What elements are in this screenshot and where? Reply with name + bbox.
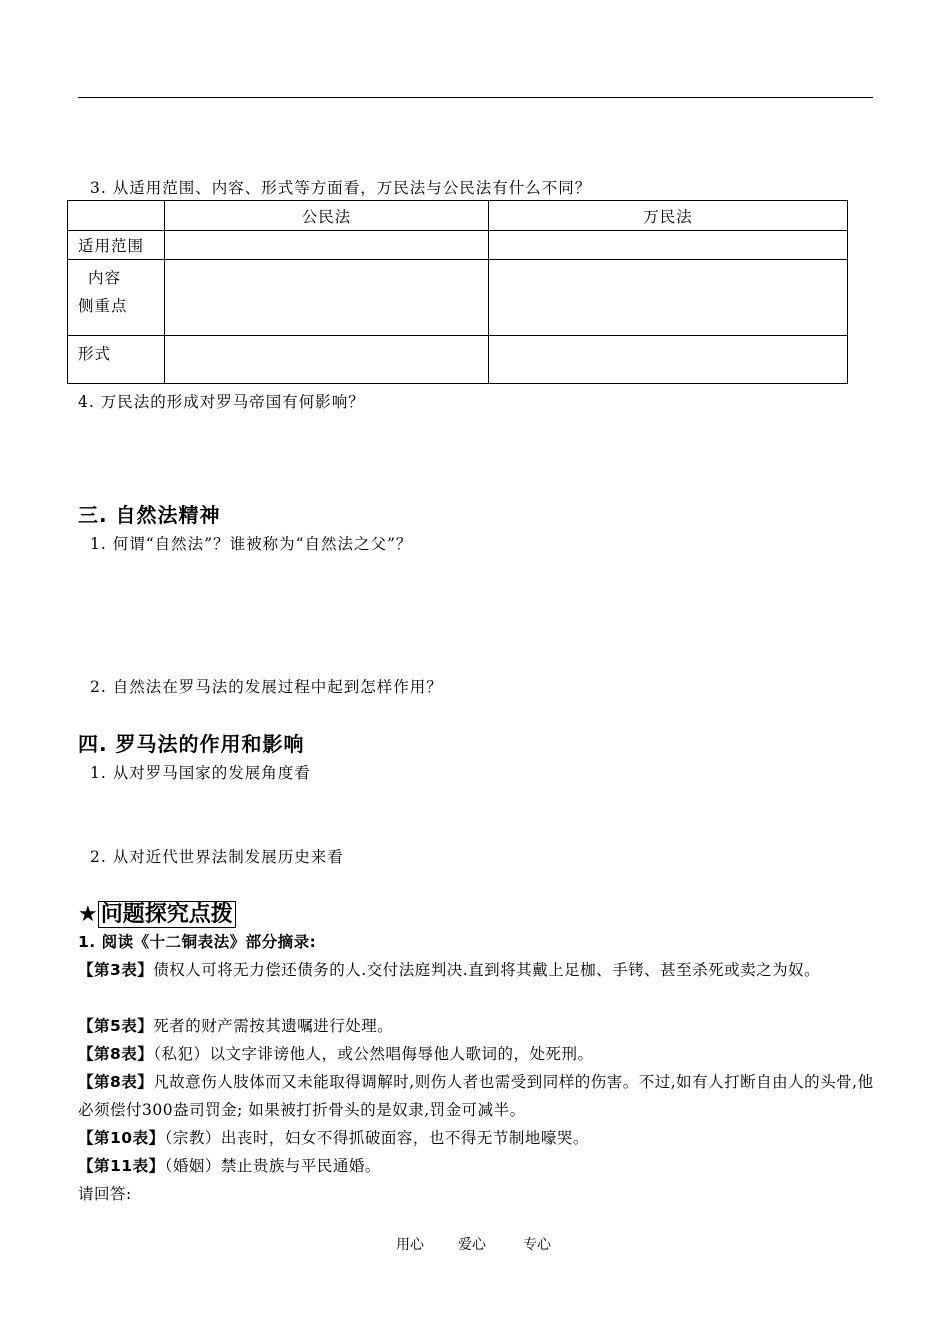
excerpt-label: 【第3表】 <box>78 961 154 979</box>
row-label-content <box>68 260 165 336</box>
question-3: 3. 从适用范围、内容、形式等方面看，万民法与公民法有什么不同？ <box>90 179 592 197</box>
answer-cell <box>489 260 848 336</box>
answer-cell <box>165 336 489 384</box>
excerpt-table-8a <box>78 1040 878 1068</box>
footer-text-3: 专心 <box>523 1237 551 1253</box>
excerpt-text: （宗教）出丧时，妇女不得抓破面容，也不得无节制地嚎哭。 <box>164 1129 589 1147</box>
header-rule <box>78 97 873 98</box>
excerpt-label: 【第8表】 <box>78 1045 154 1063</box>
table-row-scope <box>68 231 848 260</box>
excerpt-label: 【第10表】 <box>78 1129 165 1147</box>
excerpt-text: （私犯）以文字诽谤他人，或公然唱侮辱他人歌词的，处死刑。 <box>153 1045 594 1063</box>
excerpt-text: 凡故意伤人肢体而又未能取得调解时,则伤人者也需受到同样的伤害。不过,如有人打断自由人的头骨,他必须偿付300盎司罚金; 如果被打折骨头的是奴隶,罚金可减半。 <box>78 1073 874 1119</box>
explore-heading <box>78 897 236 928</box>
section-4-question-1: 1. 从对罗马国家的发展角度看 <box>90 764 311 782</box>
answer-prompt: 请回答: <box>78 1185 132 1203</box>
section-3-question-1: 1. 何谓“自然法”？谁被称为“自然法之父”？ <box>90 535 413 553</box>
excerpt-table-5 <box>78 1012 878 1040</box>
excerpt-label: 【第11表】 <box>78 1157 165 1175</box>
excerpt-table-8b <box>78 1068 878 1124</box>
answer-cell <box>489 336 848 384</box>
row-label-content-line1: 内容 <box>88 269 122 287</box>
header-civil-law: 公民法 <box>165 201 489 231</box>
star-icon: ★ <box>78 902 98 927</box>
explore-title: 问题探究点拨 <box>98 901 236 928</box>
row-label-content-line2: 侧重点 <box>78 297 128 315</box>
row-label-scope: 适用范围 <box>68 231 165 260</box>
explore-intro: 1. 阅读《十二铜表法》部分摘录: <box>78 933 317 951</box>
excerpt-label: 【第5表】 <box>78 1017 154 1035</box>
table-row-content <box>68 260 848 336</box>
header-jus-gentium: 万民法 <box>489 201 848 231</box>
section-4-title: 四. 罗马法的作用和影响 <box>78 732 305 756</box>
excerpt-text: 债权人可将无力偿还债务的人.交付法庭判决.直到将其戴上足枷、手铐、甚至杀死或卖之为奴。 <box>153 961 821 979</box>
footer-text-1: 用心 <box>396 1237 424 1253</box>
excerpt-table-10 <box>78 1124 878 1152</box>
excerpt-label: 【第8表】 <box>78 1073 154 1091</box>
excerpt-table-11 <box>78 1152 878 1180</box>
row-label-form: 形式 <box>68 336 165 384</box>
answer-cell <box>489 231 848 260</box>
section-4-question-2: 2. 从对近代世界法制发展历史来看 <box>90 848 344 866</box>
excerpt-text: （婚姻）禁止贵族与平民通婚。 <box>164 1157 381 1175</box>
comparison-table <box>67 200 848 384</box>
excerpt-table-3 <box>78 956 878 984</box>
footer-text-2: 爱心 <box>458 1237 486 1253</box>
answer-cell <box>165 260 489 336</box>
table-corner-cell <box>68 201 165 231</box>
answer-cell <box>165 231 489 260</box>
excerpt-text: 死者的财产需按其遗嘱进行处理。 <box>153 1017 394 1035</box>
table-header-row <box>68 201 848 231</box>
question-4: 4. 万民法的形成对罗马帝国有何影响？ <box>78 393 365 411</box>
section-3-title: 三. 自然法精神 <box>78 503 221 527</box>
section-3-question-2: 2. 自然法在罗马法的发展过程中起到怎样作用？ <box>90 678 443 696</box>
table-row-form <box>68 336 848 384</box>
